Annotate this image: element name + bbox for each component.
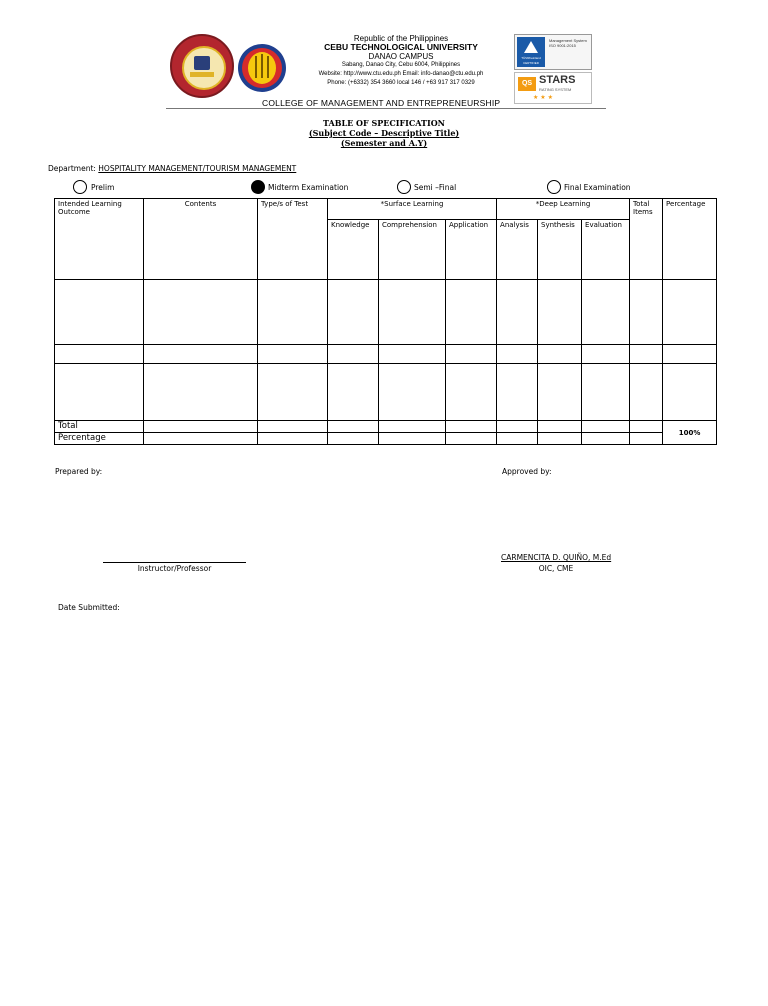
- qs-logo-icon: [518, 77, 536, 91]
- university-seal-logo: [170, 34, 234, 98]
- stars-rating: ★ ★ ★: [533, 94, 553, 101]
- table-cell[interactable]: [630, 364, 663, 421]
- table-cell[interactable]: [538, 364, 582, 421]
- subheader-analysis: Analysis: [497, 220, 538, 280]
- table-cell[interactable]: [144, 433, 258, 445]
- radio-semi-final-label: Semi –Final: [414, 183, 457, 192]
- table-cell[interactable]: [582, 364, 630, 421]
- table-cell[interactable]: [379, 364, 446, 421]
- approver-name: CARMENCITA D. QUIÑO, M.Ed: [501, 553, 612, 562]
- tuv-brand-text: TÜVRheinland: [521, 56, 541, 60]
- header-total-items: Total Items: [630, 199, 663, 280]
- address-text: Sabang, Danao City, Cebu 6004, Philippines: [341, 62, 461, 68]
- header-contents: Contents: [144, 199, 258, 280]
- table-cell[interactable]: [258, 364, 328, 421]
- header-percentage: Percentage: [663, 199, 717, 280]
- table-cell[interactable]: [630, 345, 663, 364]
- table-cell[interactable]: [328, 433, 379, 445]
- table-cell[interactable]: [144, 421, 258, 433]
- table-cell[interactable]: [582, 280, 630, 345]
- table-cell[interactable]: [446, 280, 497, 345]
- table-cell[interactable]: [538, 421, 582, 433]
- document-title: TABLE OF SPECIFICATION: [323, 118, 445, 128]
- campus-name: DANAO CAMPUS: [368, 52, 434, 61]
- table-cell[interactable]: [663, 345, 717, 364]
- table-cell[interactable]: [328, 345, 379, 364]
- table-cell[interactable]: [258, 345, 328, 364]
- header-ilo: Intended Learning Outcome: [55, 199, 144, 280]
- subheader-application: Application: [446, 220, 497, 280]
- date-submitted-label: Date Submitted:: [58, 603, 120, 612]
- radio-final-label: Final Examination: [564, 183, 631, 192]
- specification-table: [54, 198, 717, 445]
- radio-midterm-label: Midterm Examination: [268, 183, 349, 192]
- radio-prelim[interactable]: [73, 180, 87, 194]
- table-cell[interactable]: [497, 364, 538, 421]
- subject-code-line: (Subject Code – Descriptive Title): [308, 128, 460, 138]
- table-cell[interactable]: [379, 280, 446, 345]
- percentage-row: [55, 433, 717, 445]
- tuv-certified-text: CERTIFIED: [523, 61, 539, 65]
- table-cell[interactable]: [379, 345, 446, 364]
- total-row: [55, 421, 717, 433]
- table-cell[interactable]: [144, 280, 258, 345]
- department-label: Department:: [48, 164, 99, 173]
- qs-text: QS: [521, 80, 533, 87]
- instructor-label: Instructor/Professor: [137, 564, 212, 573]
- department-value: HOSPITALITY MANAGEMENT/TOURISM MANAGEMENT: [98, 164, 297, 173]
- table-row: [55, 280, 717, 345]
- phone-text: Phone: (+6332) 354 3660 local 146 / +63 917 317 0329: [327, 80, 475, 86]
- tuv-system-text: Management System ISO 9001:2015: [549, 38, 587, 48]
- document-title-block: [0, 118, 768, 148]
- header-surface-learning: *Surface Learning: [328, 199, 497, 220]
- table-cell[interactable]: [582, 421, 630, 433]
- subheader-synthesis: Synthesis: [538, 220, 582, 280]
- table-cell[interactable]: [379, 433, 446, 445]
- table-row: [55, 364, 717, 421]
- table-cell[interactable]: [663, 364, 717, 421]
- table-cell[interactable]: [497, 421, 538, 433]
- table-cell[interactable]: [55, 280, 144, 345]
- table-cell[interactable]: [144, 364, 258, 421]
- qs-stars-badge: [514, 72, 592, 104]
- tuv-triangle-icon: [524, 41, 538, 53]
- total-label: Total: [55, 421, 144, 433]
- radio-semi-final[interactable]: [397, 180, 411, 194]
- table-cell[interactable]: [144, 345, 258, 364]
- approved-by-label: Approved by:: [502, 467, 552, 476]
- table-cell[interactable]: [538, 433, 582, 445]
- radio-final[interactable]: [547, 180, 561, 194]
- table-cell[interactable]: [328, 280, 379, 345]
- subheader-evaluation: Evaluation: [582, 220, 630, 280]
- table-cell[interactable]: [379, 421, 446, 433]
- table-cell[interactable]: [497, 280, 538, 345]
- subheader-knowledge: Knowledge: [328, 220, 379, 280]
- website-text: Website: http://www.ctu.edu.ph Email: info-danao@ctu.edu.ph: [318, 71, 484, 77]
- radio-prelim-label: Prelim: [91, 183, 115, 192]
- table-cell[interactable]: [258, 421, 328, 433]
- department-line: [48, 164, 296, 173]
- country-text: Republic of the Philippines: [353, 34, 449, 43]
- table-cell[interactable]: [630, 280, 663, 345]
- table-row: [55, 345, 717, 364]
- table-cell[interactable]: [446, 364, 497, 421]
- stars-subtitle: RATING SYSTEM: [539, 87, 572, 92]
- table-cell[interactable]: [630, 421, 663, 433]
- university-name: CEBU TECHNOLOGICAL UNIVERSITY: [324, 42, 478, 52]
- instructor-signature-line[interactable]: [103, 562, 246, 563]
- header-divider: [166, 108, 606, 109]
- prepared-by-label: Prepared by:: [55, 467, 103, 476]
- table-cell[interactable]: [497, 433, 538, 445]
- table-cell[interactable]: [582, 433, 630, 445]
- table-cell[interactable]: [258, 280, 328, 345]
- table-cell[interactable]: [328, 421, 379, 433]
- table-cell[interactable]: [582, 345, 630, 364]
- header-address-block: [290, 34, 512, 88]
- table-cell[interactable]: [497, 345, 538, 364]
- header-types-of-test: Type/s of Test: [258, 199, 328, 280]
- college-name: COLLEGE OF MANAGEMENT AND ENTREPRENEURSHIP: [262, 98, 501, 108]
- header-deep-learning: *Deep Learning: [497, 199, 630, 220]
- radio-midterm[interactable]: [251, 180, 265, 194]
- percentage-label: Percentage: [55, 433, 144, 445]
- table-cell[interactable]: [538, 345, 582, 364]
- table-cell[interactable]: [446, 421, 497, 433]
- table-cell[interactable]: [55, 345, 144, 364]
- table-cell[interactable]: [328, 364, 379, 421]
- total-percentage-value: 100%: [663, 421, 717, 445]
- asean-logo: [238, 44, 286, 92]
- table-cell[interactable]: [55, 364, 144, 421]
- semester-line: (Semester and A.Y): [340, 138, 428, 148]
- table-cell[interactable]: [663, 280, 717, 345]
- table-cell[interactable]: [258, 433, 328, 445]
- table-cell[interactable]: [446, 345, 497, 364]
- approver-title: OIC, CME: [538, 564, 574, 573]
- subheader-comprehension: Comprehension: [379, 220, 446, 280]
- stars-title: STARS: [539, 74, 576, 86]
- table-cell[interactable]: [446, 433, 497, 445]
- table-cell[interactable]: [538, 280, 582, 345]
- table-cell[interactable]: [630, 433, 663, 445]
- tuv-certification-badge: [514, 34, 592, 70]
